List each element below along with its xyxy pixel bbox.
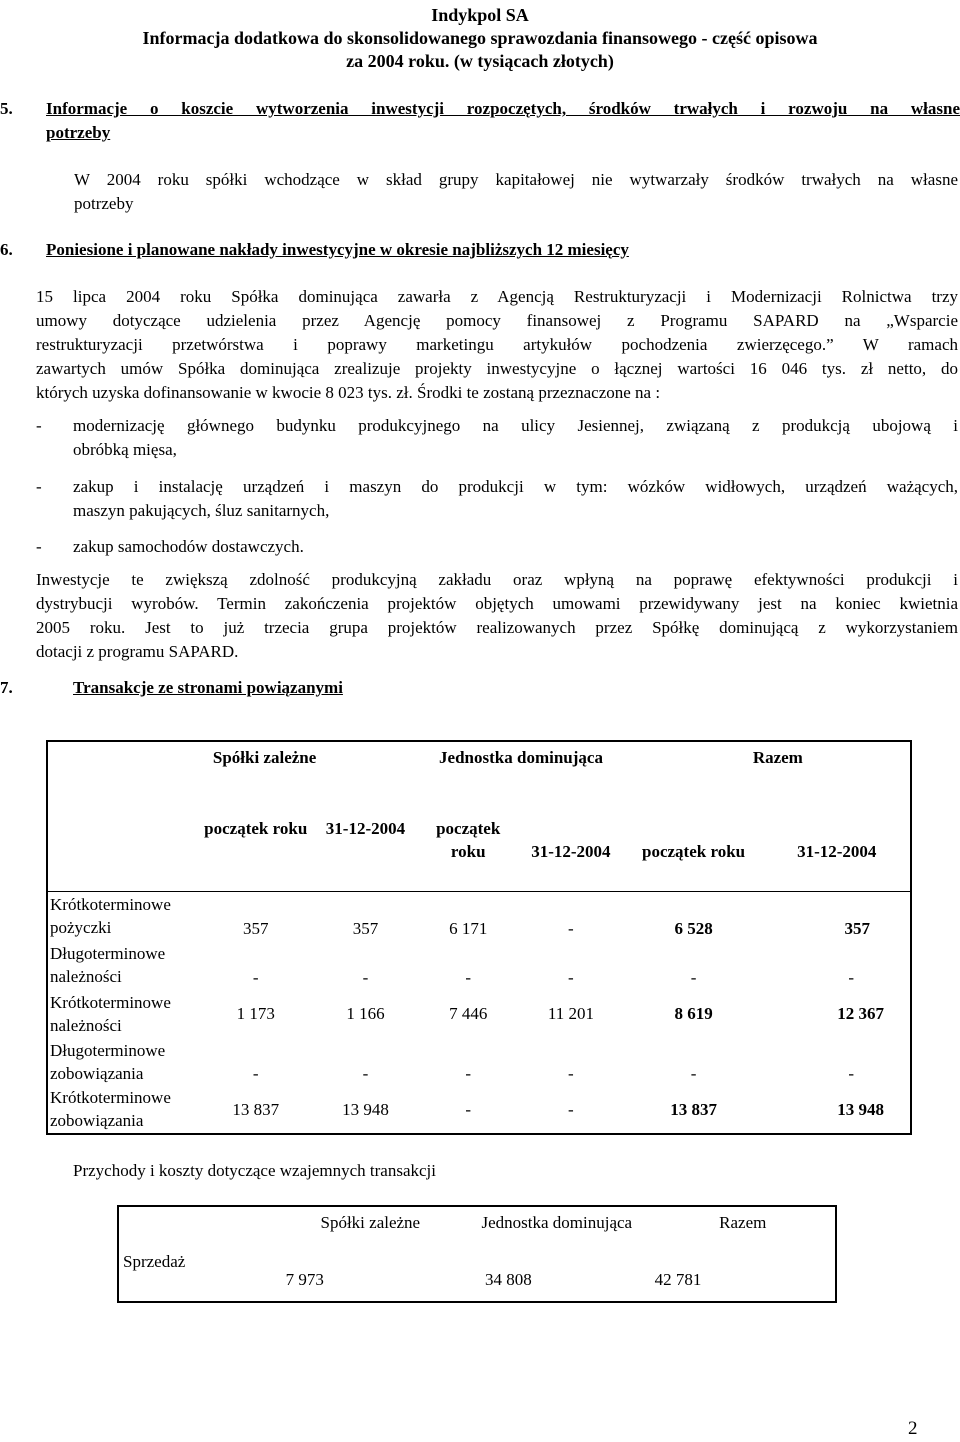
related-party-table (46, 740, 912, 1135)
cell-value: 1 166 (346, 1004, 385, 1023)
page-number: 2 (908, 1418, 918, 1439)
subheader-start-year: początek roku (204, 819, 308, 838)
cell-value: - (362, 1064, 369, 1083)
bullet2-line2: maszyn pakujących, śluz sanitarnych, (73, 501, 330, 520)
cell-value: - (252, 968, 259, 987)
header-parent: Jednostka dominująca (481, 1213, 633, 1232)
cell-value: - (465, 1064, 472, 1083)
table-row (118, 1250, 836, 1302)
section6-para1-line: restrukturyzacji przetwórstwa i poprawy marketingu artykułów pochodzenia zwierzęcego.” W ramach (36, 335, 958, 354)
cell-value: - (568, 968, 574, 987)
section7-number: 7. (0, 678, 13, 697)
cell-value: - (848, 968, 854, 987)
table-row (47, 891, 911, 940)
company-name: Indykpol SA (431, 5, 529, 25)
bullet-mark: - (36, 416, 42, 435)
header-total: Razem (719, 1213, 767, 1232)
cell-value: - (362, 968, 369, 987)
section5-text-line2: potrzeby (74, 194, 134, 213)
transactions-caption: Przychody i koszty dotyczące wzajemnych transakcji (73, 1161, 437, 1180)
cell-value: 7 973 (285, 1270, 324, 1289)
bullet-mark: - (36, 477, 42, 496)
cell-value: 6 171 (449, 919, 488, 938)
section6-para1-line: których uzyska dofinansowanie w kwocie 8 023 tys. zł. Środki te zostaną przeznaczone na : (36, 383, 661, 402)
section6-para2-line: Inwestycje te zwiększą zdolność produkcyjną zakładu oraz wpłyną na poprawę efektywności produkcji i (36, 570, 958, 589)
section5-text-line1: W 2004 roku spółki wchodzące w skład grupy kapitałowej nie wytwarzały środków trwałych na własne (74, 170, 958, 189)
subheader-end-year: 31-12-2004 (531, 842, 611, 862)
row-label: Długoterminowe zobowiązania (50, 1040, 166, 1083)
section5-title-line1: Informacje o koszcie wytworzenia inwestycji rozpoczętych, środków trwałych i rozwoju na własne (46, 99, 960, 118)
row-label: Sprzedaż (123, 1252, 186, 1271)
row-label: Krótkoterminowe pożyczki (50, 894, 171, 937)
section5-title-line2: potrzeby (46, 123, 111, 142)
section6-para2-line: dystrybucji wyrobów. Termin zakończenia projektów objętych umowami przewidywany jest na koniec kwietnia (36, 594, 958, 613)
cell-value: - (252, 1064, 259, 1083)
cell-value: - (568, 919, 574, 938)
cell-value: - (568, 1064, 574, 1083)
section5-number: 5. (0, 99, 13, 118)
cell-value: - (465, 968, 472, 987)
subheader-start-year: początek roku (436, 819, 501, 861)
cell-value: 357 (844, 919, 870, 938)
section7-title: Transakcje ze stronami powiązanymi (73, 678, 343, 697)
cell-value: 357 (352, 919, 379, 938)
table-row (47, 940, 911, 989)
cell-value: - (690, 1064, 697, 1083)
table-row (47, 1038, 911, 1085)
cell-value: 13 837 (232, 1099, 280, 1119)
cell-value: - (848, 1064, 854, 1083)
cell-value: 11 201 (547, 1004, 594, 1023)
cell-value: 42 781 (654, 1270, 702, 1289)
section6-para1-line: umowy dotyczące udzielenia przez Agencję pomocy finansowej z Programu SAPARD na „Wsparcie (36, 311, 958, 330)
cell-value: 1 173 (236, 1004, 275, 1023)
cell-value: 13 948 (837, 1099, 884, 1119)
bullet3-line1: zakup samochodów dostawczych. (73, 537, 304, 556)
row-label: Długoterminowe należności (50, 943, 166, 986)
bullet2-line1: zakup i instalację urządzeń i maszyn do produkcji w tym: wózków widłowych, urządzeń ważących, (73, 477, 958, 496)
row-label: Krótkoterminowe zobowiązania (50, 1088, 171, 1130)
cell-value: 6 528 (674, 919, 713, 938)
bullet1-line2: obróbką mięsa, (73, 440, 177, 459)
cell-value: 12 367 (837, 1004, 884, 1023)
cell-value: - (568, 1099, 574, 1119)
bullet1-line1: modernizację głównego budynku produkcyjnego na ulicy Jesiennej, związaną z produkcją ubojową i (73, 416, 958, 435)
cell-value: 13 948 (342, 1099, 389, 1119)
subheader-start-year: początek roku (642, 842, 746, 862)
cell-value: 8 619 (674, 1004, 713, 1023)
cell-value: 7 446 (449, 1004, 488, 1023)
section6-para2-line: 2005 roku. Jest to już trzecia grupa projektów realizowanych przez Spółkę dominującą z wykorzystaniem (36, 618, 958, 637)
cell-value: - (465, 1099, 472, 1119)
bullet-mark: - (36, 537, 42, 556)
cell-value: - (690, 968, 697, 987)
header-subsidiaries: Spółki zależne (320, 1213, 421, 1232)
section6-number: 6. (0, 240, 13, 259)
section6-title: Poniesione i planowane nakłady inwestycyjne w okresie najbliższych 12 miesięcy (46, 240, 629, 259)
section6-para1-line: zawartych umów Spółka dominująca zrealizuje projekty inwestycyjne o łącznej wartości 16 046 tys. zł netto, do (36, 359, 958, 378)
group-header-subsidiaries: Spółki zależne (212, 748, 317, 767)
section6-para1-line: 15 lipca 2004 roku Spółka dominująca zawarła z Agencją Restrukturyzacji i Modernizacji Rolnictwa trzy (36, 287, 958, 306)
group-header-parent: Jednostka dominująca (439, 748, 603, 767)
cell-value: 34 808 (485, 1270, 532, 1289)
document-title: Informacja dodatkowa do skonsolidowanego sprawozdania finansowego - część opisowa (142, 28, 818, 48)
cell-value: 357 (242, 919, 269, 938)
document-period: za 2004 roku. (w tysiącach złotych) (346, 51, 614, 71)
group-header-total: Razem (752, 748, 803, 767)
table-row (47, 1085, 911, 1134)
table-row (47, 989, 911, 1038)
row-label: Krótkoterminowe należności (50, 992, 171, 1035)
mutual-transactions-table (117, 1205, 837, 1303)
cell-value: 13 837 (670, 1099, 717, 1119)
subheader-end-year: 31-12-2004 (325, 819, 406, 838)
subheader-end-year: 31-12-2004 (797, 842, 877, 862)
section6-para2-line: dotacji z programu SAPARD. (36, 642, 239, 661)
